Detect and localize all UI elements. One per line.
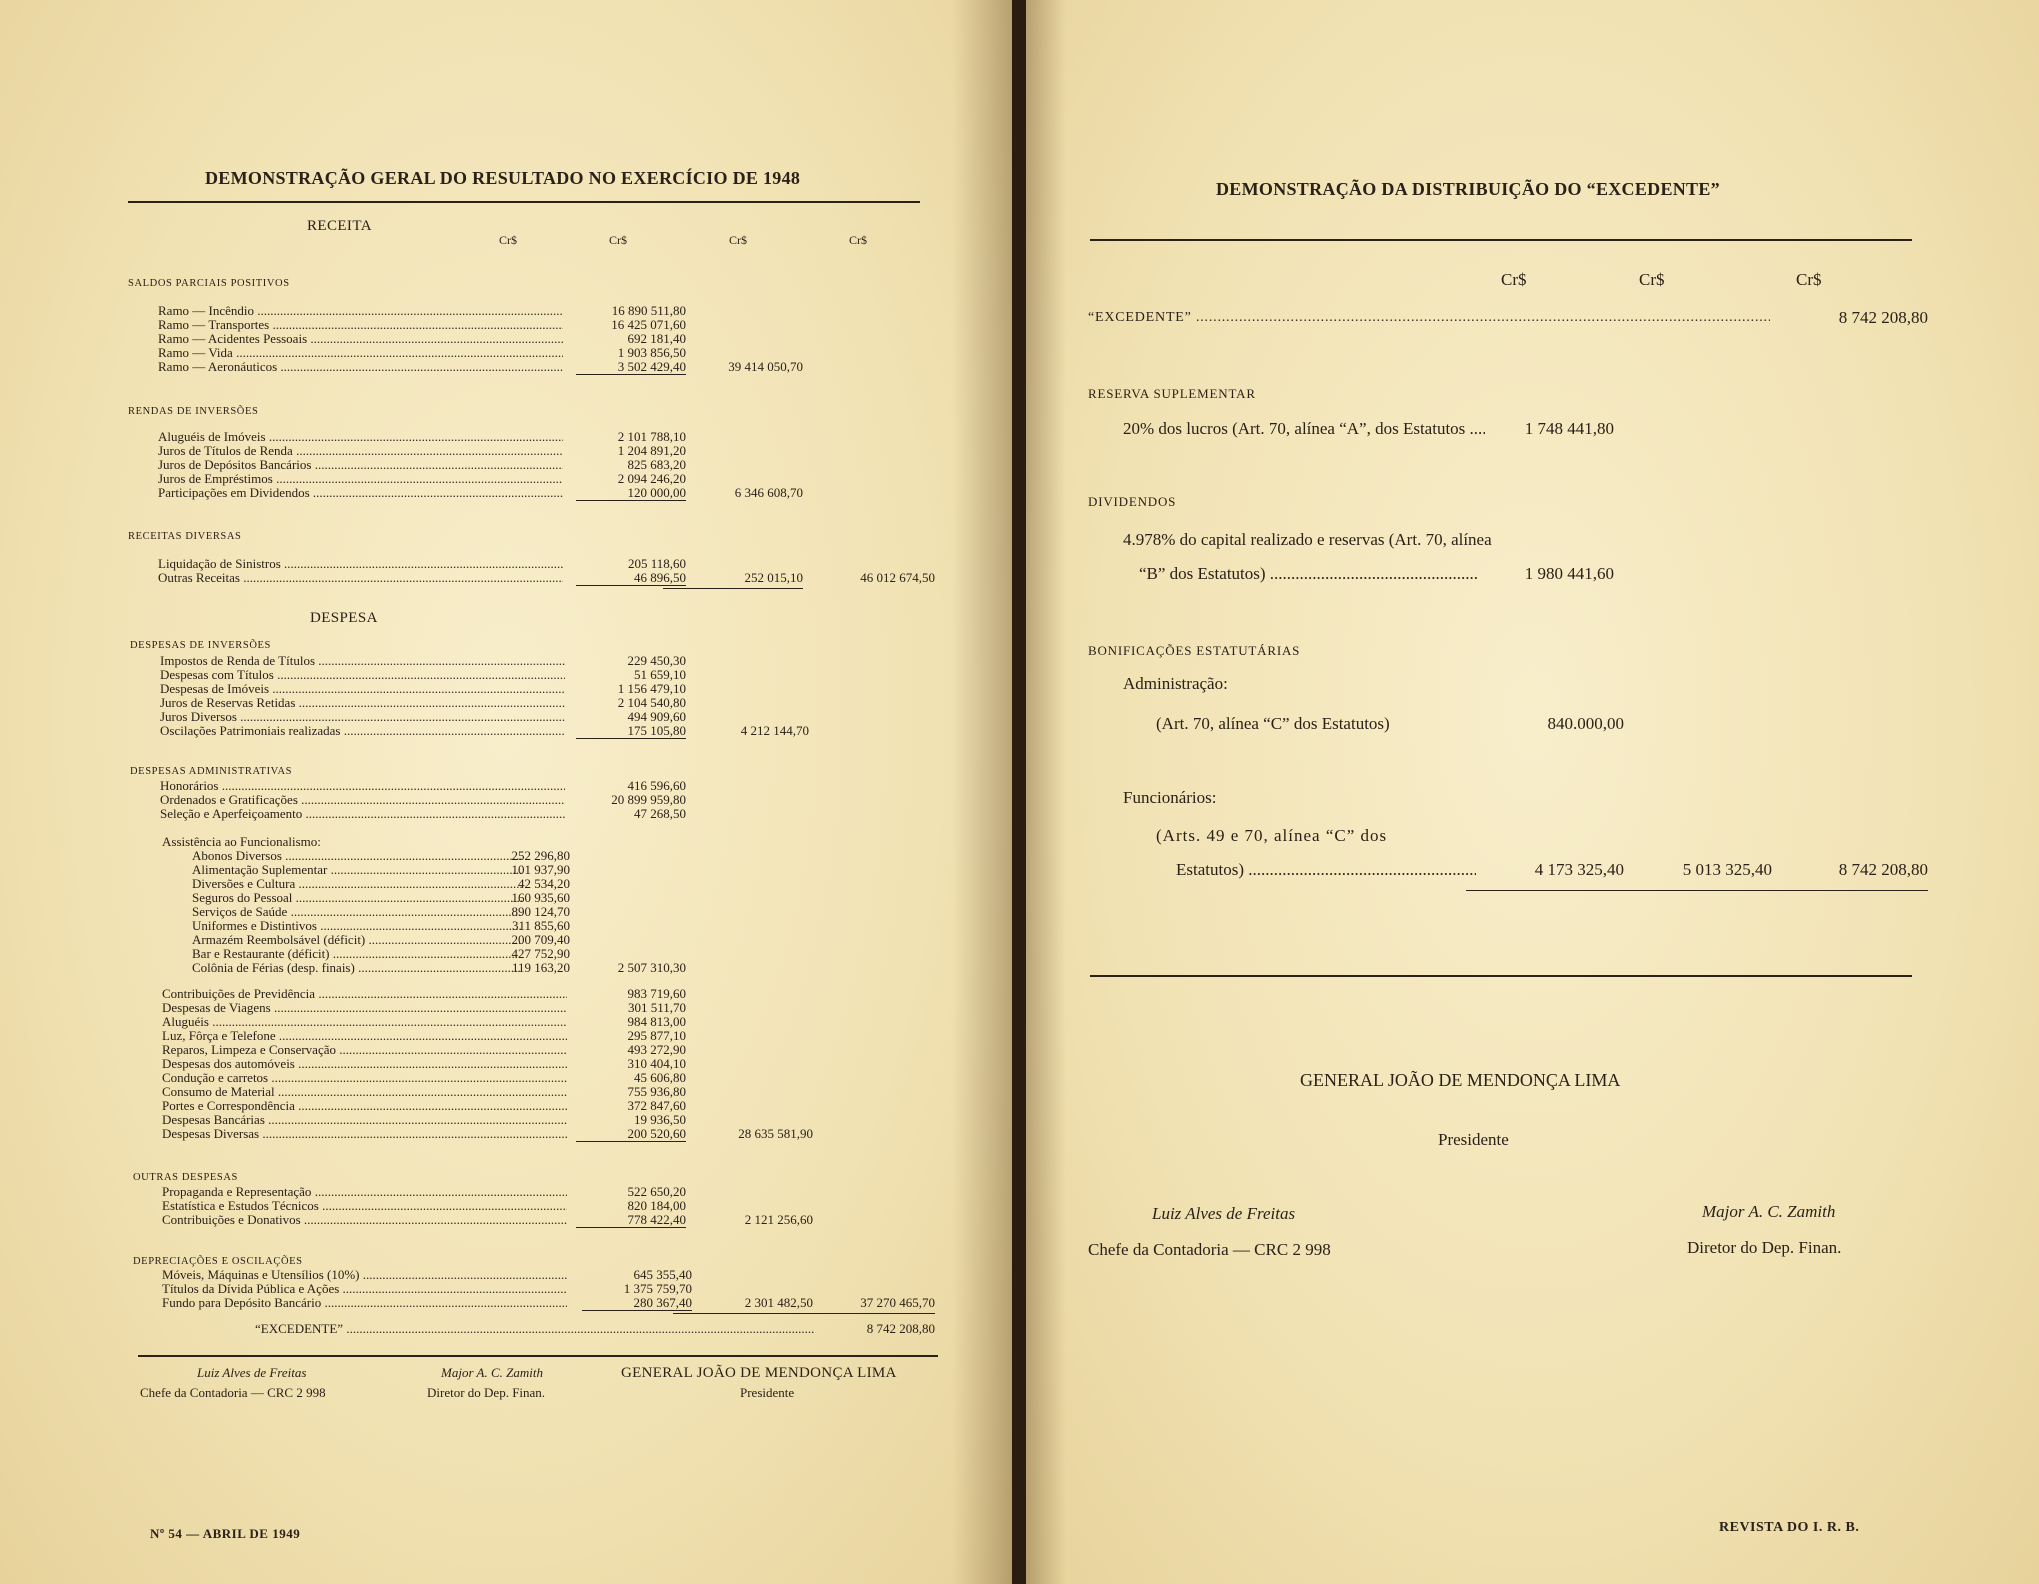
president-name: GENERAL JOÃO DE MENDONÇA LIMA (1300, 1070, 1621, 1090)
despesas-admin-value: 47 268,50 (634, 806, 686, 821)
funcionarios-value-1: 4 173 325,40 (1466, 860, 1624, 891)
saldos-value: 1 903 856,50 (617, 345, 686, 360)
despesas-admin-row (160, 807, 565, 821)
saldos-label: Ramo — Acidentes Pessoais ..... (158, 332, 563, 346)
despesas-inversoes-label: Juros Diversos ..... (160, 710, 565, 724)
receitas-diversas-row (158, 571, 563, 585)
right-title-rule (1090, 239, 1912, 241)
depreciacoes-row (162, 1296, 567, 1310)
assistencia-value: 119 163,20 (511, 960, 570, 975)
rendas-label: Juros de Depósitos Bancários ..... (158, 458, 563, 472)
despesas-inversoes-row (160, 724, 565, 738)
left-signature-name: Major A. C. Zamith (441, 1365, 543, 1380)
despesas-admin-2-row (162, 1099, 567, 1113)
receitas-diversas-value: 46 896,50 (576, 571, 686, 586)
receitas-diversas-label: Outras Receitas ..... (158, 571, 563, 585)
sig2-name: Major A. C. Zamith (1702, 1202, 1836, 1221)
president-role: Presidente (1438, 1130, 1509, 1149)
right-col-header-3: Cr$ (1796, 270, 1822, 289)
rendas-label: Aluguéis de Imóveis ..... (158, 430, 563, 444)
despesas-admin-2-label: Despesas Bancárias ..... (162, 1113, 567, 1127)
depreciacoes-heading: DEPRECIAÇÕES E OSCILAÇÕES (133, 1256, 303, 1267)
despesas-admin-2-value: 19 936,50 (634, 1112, 686, 1127)
receitas-diversas-label: Liquidação de Sinistros ..... (158, 557, 563, 571)
despesas-admin-2-label: Luz, Fôrça e Telefone ..... (162, 1029, 567, 1043)
outras-despesas-label: Estatística e Estudos Técnicos ..... (162, 1199, 567, 1213)
saldos-total: 39 414 050,70 (728, 359, 803, 374)
despesas-admin-2-label: Despesas dos automóveis ..... (162, 1057, 567, 1071)
outras-despesas-value: 820 184,00 (627, 1198, 686, 1213)
saldos-row (158, 346, 563, 360)
despesas-inversoes-label: Despesas de Imóveis ..... (160, 682, 565, 696)
excedente-value: 8 742 208,80 (866, 1321, 935, 1336)
rendas-value: 120 000,00 (576, 486, 686, 501)
outras-despesas-row (162, 1199, 567, 1213)
despesas-admin-2-row (162, 1057, 567, 1071)
funcionarios-value-2: 5 013 325,40 (1614, 860, 1772, 891)
despesas-inversoes-row (160, 696, 565, 710)
saldos-label: Ramo — Aeronáuticos ..... (158, 360, 563, 374)
administracao-value: 840.000,00 (1547, 714, 1624, 733)
left-signature-role: Diretor do Dep. Finan. (427, 1385, 546, 1400)
depreciacoes-label: Móveis, Máquinas e Utensílios (10%) ..... (162, 1268, 567, 1282)
despesas-admin-2-row (162, 1085, 567, 1099)
despesas-admin-2-label: Condução e carretos ..... (162, 1071, 567, 1085)
depreciacoes-value: 280 367,40 (582, 1296, 692, 1311)
reserva-label: 20% dos lucros (Art. 70, alínea “A”, dos Estatutos ..... (1123, 419, 1485, 439)
excedente-value: 8 742 208,80 (1838, 308, 1928, 327)
saldos-label: Ramo — Transportes ..... (158, 318, 563, 332)
despesas-admin-2-label: Consumo de Material ..... (162, 1085, 567, 1099)
administracao-label: Administração: (1123, 674, 1228, 693)
despesas-inversoes-label: Impostos de Renda de Títulos ..... (160, 654, 565, 668)
assistencia-label: Colônia de Férias (desp. finais) ..... (192, 961, 522, 975)
despesa-grand-total: 37 270 465,70 (795, 1296, 935, 1314)
rendas-label: Juros de Títulos de Renda ..... (158, 444, 563, 458)
col-header-4: Cr$ (849, 233, 867, 247)
rendas-row (158, 430, 563, 444)
left-title: DEMONSTRAÇÃO GERAL DO RESULTADO NO EXERCÍCIO DE 1948 (205, 168, 801, 188)
despesas-inversoes-row (160, 668, 565, 682)
assistencia-label: Uniformes e Distintivos ..... (192, 919, 522, 933)
despesas-inversoes-row (160, 710, 565, 724)
right-page (1026, 0, 2039, 1584)
despesas-admin-label: Ordenados e Gratificações ..... (160, 793, 565, 807)
despesas-admin-2-row (162, 987, 567, 1001)
despesas-admin-2-label: Reparos, Limpeza e Conservação ..... (162, 1043, 567, 1057)
despesas-admin-2-value: 493 272,90 (627, 1042, 686, 1057)
despesas-inversoes-value: 229 450,30 (627, 653, 686, 668)
left-title-rule (128, 201, 920, 203)
receita-grand-total: 46 012 674,50 (860, 570, 935, 585)
despesas-inversoes-row (160, 682, 565, 696)
despesas-admin-heading: DESPESAS ADMINISTRATIVAS (130, 766, 293, 777)
despesas-admin-2-value: 200 520,60 (576, 1127, 686, 1142)
despesas-admin-2-label: Contribuições de Previdência ..... (162, 987, 567, 1001)
reserva-value: 1 748 441,80 (1524, 419, 1614, 438)
rendas-value: 2 094 246,20 (617, 471, 686, 486)
assistencia-value: 890 124,70 (511, 904, 570, 919)
depreciacoes-row (162, 1282, 567, 1296)
rendas-value: 825 683,20 (627, 457, 686, 472)
despesas-admin-label: Seleção e Aperfeiçoamento ..... (160, 807, 565, 821)
saldos-label: Ramo — Vida ..... (158, 346, 563, 360)
assistencia-value: 101 937,90 (511, 862, 570, 877)
excedente-label: “EXCEDENTE” ..... (1088, 310, 1770, 326)
despesas-admin-2-value: 295 877,10 (627, 1028, 686, 1043)
left-signature-name: GENERAL JOÃO DE MENDONÇA LIMA (621, 1365, 897, 1381)
excedente-label: “EXCEDENTE” ..... (255, 1322, 815, 1336)
saldos-row (158, 318, 563, 332)
assistencia-value: 311 855,60 (511, 918, 570, 933)
depreciacoes-total: 2 301 482,50 (673, 1296, 813, 1314)
despesas-admin-2-value: 301 511,70 (627, 1000, 686, 1015)
left-signature-role: Chefe da Contadoria — CRC 2 998 (140, 1385, 326, 1400)
despesas-inversoes-heading: DESPESAS DE INVERSÕES (130, 640, 271, 651)
despesas-inversoes-label: Despesas com Títulos ..... (160, 668, 565, 682)
saldos-heading: SALDOS PARCIAIS POSITIVOS (128, 278, 290, 289)
despesas-inversoes-value: 2 104 540,80 (617, 695, 686, 710)
despesas-admin-row (160, 779, 565, 793)
despesas-inversoes-value: 1 156 479,10 (617, 681, 686, 696)
outras-despesas-total: 2 121 256,60 (744, 1212, 813, 1227)
assistencia-label: Alimentação Suplementar ..... (192, 863, 522, 877)
despesas-admin-2-value: 983 719,60 (627, 986, 686, 1001)
left-signature-rule (138, 1355, 938, 1357)
outras-despesas-label: Contribuições e Donativos ..... (162, 1213, 567, 1227)
despesas-admin-2-label: Portes e Correspondência ..... (162, 1099, 567, 1113)
assistencia-label: Serviços de Saúde ..... (192, 905, 522, 919)
funcionarios-detail1: (Arts. 49 e 70, alínea “C” dos (1156, 826, 1388, 845)
saldos-row (158, 304, 563, 318)
sig1-role: Chefe da Contadoria — CRC 2 998 (1088, 1240, 1331, 1259)
despesas-admin-2-label: Despesas de Viagens ..... (162, 1001, 567, 1015)
despesas-admin-2-row (162, 1113, 567, 1127)
saldos-value: 3 502 429,40 (576, 360, 686, 375)
outras-despesas-label: Propaganda e Representação ..... (162, 1185, 567, 1199)
receitas-diversas-row (158, 557, 563, 571)
saldos-row (158, 360, 563, 374)
despesas-admin-2-row (162, 1127, 567, 1141)
despesas-inversoes-label: Oscilações Patrimoniais realizadas ..... (160, 724, 565, 738)
assistencia-label: Seguros do Pessoal ..... (192, 891, 522, 905)
despesas-inversoes-value: 51 659,10 (634, 667, 686, 682)
left-signature-role: Presidente (740, 1385, 795, 1400)
despesas-admin-2-row (162, 1029, 567, 1043)
rendas-value: 1 204 891,20 (617, 443, 686, 458)
despesas-inversoes-row (160, 654, 565, 668)
despesa-heading: DESPESA (310, 610, 378, 626)
sig2-role: Diretor do Dep. Finan. (1687, 1238, 1842, 1257)
despesas-admin-value: 20 899 959,80 (611, 792, 686, 807)
despesas-inversoes-value: 494 909,60 (627, 709, 686, 724)
gutter-shadow (1026, 0, 1066, 1584)
despesas-admin-label: Honorários ..... (160, 779, 565, 793)
saldos-value: 692 181,40 (627, 331, 686, 346)
assistencia-label: Abonos Diversos ..... (192, 849, 522, 863)
despesas-admin-2-row (162, 1001, 567, 1015)
reserva-heading: RESERVA SUPLEMENTAR (1088, 386, 1256, 401)
excedente-row (255, 1322, 815, 1336)
assistencia-value: 42 534,20 (518, 876, 570, 891)
despesas-admin-total: 28 635 581,90 (738, 1126, 813, 1141)
right-col-header-2: Cr$ (1639, 270, 1665, 289)
assistencia-value: 160 935,60 (511, 890, 570, 905)
despesas-inversoes-label: Juros de Reservas Retidas ..... (160, 696, 565, 710)
col-header-1: Cr$ (499, 233, 517, 247)
despesas-admin-2-row (162, 1015, 567, 1029)
right-title: DEMONSTRAÇÃO DA DISTRIBUIÇÃO DO “EXCEDENTE” (1216, 179, 1720, 199)
despesas-admin-2-label: Aluguéis ..... (162, 1015, 567, 1029)
bonificacoes-heading: BONIFICAÇÕES ESTATUTÁRIAS (1088, 643, 1301, 658)
col-header-2: Cr$ (609, 233, 627, 247)
despesas-admin-2-value: 45 606,80 (634, 1070, 686, 1085)
right-bottom-rule (1090, 975, 1912, 977)
left-footer: Nº 54 — ABRIL DE 1949 (150, 1526, 301, 1541)
receitas-diversas-value: 205 118,60 (627, 556, 686, 571)
funcionarios-label: Funcionários: (1123, 788, 1217, 807)
assistencia-total: 2 507 310,30 (617, 960, 686, 975)
rendas-row (158, 458, 563, 472)
rendas-total: 6 346 608,70 (734, 485, 803, 500)
rendas-row (158, 486, 563, 500)
assistencia-heading: Assistência ao Funcionalismo: (162, 834, 321, 849)
rendas-row (158, 472, 563, 486)
outras-despesas-value: 522 650,20 (627, 1184, 686, 1199)
despesas-admin-2-row (162, 1071, 567, 1085)
rendas-label: Juros de Empréstimos ..... (158, 472, 563, 486)
despesas-admin-2-row (162, 1043, 567, 1057)
despesas-inversoes-value: 175 105,80 (576, 724, 686, 739)
saldos-value: 16 425 071,60 (611, 317, 686, 332)
depreciacoes-value: 645 355,40 (633, 1267, 692, 1282)
assistencia-value: 427 752,90 (511, 946, 570, 961)
funcionarios-detail2: Estatutos) ..... (1176, 860, 1476, 880)
col-header-3: Cr$ (729, 233, 747, 247)
dividendos-line2: “B” dos Estatutos) ..... (1139, 564, 1479, 584)
receitas-diversas-heading: RECEITAS DIVERSAS (128, 531, 242, 542)
dividendos-line1: 4.978% do capital realizado e reservas (Art. 70, alínea (1123, 530, 1492, 549)
funcionarios-value-3: 8 742 208,80 (1762, 860, 1928, 891)
saldos-label: Ramo — Incêndio ..... (158, 304, 563, 318)
depreciacoes-value: 1 375 759,70 (623, 1281, 692, 1296)
depreciacoes-row (162, 1268, 567, 1282)
despesas-admin-2-value: 372 847,60 (627, 1098, 686, 1113)
rendas-value: 2 101 788,10 (617, 429, 686, 444)
left-signature-name: Luiz Alves de Freitas (197, 1365, 307, 1380)
despesas-admin-row (160, 793, 565, 807)
assistencia-value: 200 709,40 (511, 932, 570, 947)
right-footer: REVISTA DO I. R. B. (1719, 1520, 1860, 1535)
dividendos-heading: DIVIDENDOS (1088, 494, 1177, 509)
left-page (0, 0, 1012, 1584)
gutter-shadow (952, 0, 1012, 1584)
outras-despesas-row (162, 1213, 567, 1227)
saldos-row (158, 332, 563, 346)
outras-despesas-heading: OUTRAS DESPESAS (133, 1172, 238, 1183)
depreciacoes-label: Títulos da Dívida Pública e Ações ..... (162, 1282, 567, 1296)
rendas-row (158, 444, 563, 458)
dividendos-value: 1 980 441,60 (1524, 564, 1614, 583)
despesas-admin-2-value: 755 936,80 (627, 1084, 686, 1099)
despesas-inversoes-total: 4 212 144,70 (740, 723, 809, 738)
outras-despesas-value: 778 422,40 (576, 1213, 686, 1228)
despesas-admin-2-value: 984 813,00 (627, 1014, 686, 1029)
administracao-detail: (Art. 70, alínea “C” dos Estatutos) (1156, 714, 1390, 733)
right-col-header-1: Cr$ (1501, 270, 1527, 289)
assistencia-value: 252 296,80 (511, 848, 570, 863)
assistencia-label: Armazém Reembolsável (déficit) ..... (192, 933, 522, 947)
sig1-name: Luiz Alves de Freitas (1152, 1204, 1296, 1223)
saldos-value: 16 890 511,80 (611, 303, 686, 318)
assistencia-label: Bar e Restaurante (déficit) ..... (192, 947, 522, 961)
rendas-label: Participações em Dividendos ..... (158, 486, 563, 500)
despesas-admin-2-value: 310 404,10 (627, 1056, 686, 1071)
despesas-admin-2-label: Despesas Diversas ..... (162, 1127, 567, 1141)
receita-heading: RECEITA (307, 218, 372, 234)
receitas-diversas-total: 252 015,10 (663, 571, 803, 589)
despesas-admin-value: 416 596,60 (627, 778, 686, 793)
rendas-heading: RENDAS DE INVERSÕES (128, 406, 259, 417)
outras-despesas-row (162, 1185, 567, 1199)
depreciacoes-label: Fundo para Depósito Bancário ..... (162, 1296, 567, 1310)
assistencia-label: Diversões e Cultura ..... (192, 877, 522, 891)
